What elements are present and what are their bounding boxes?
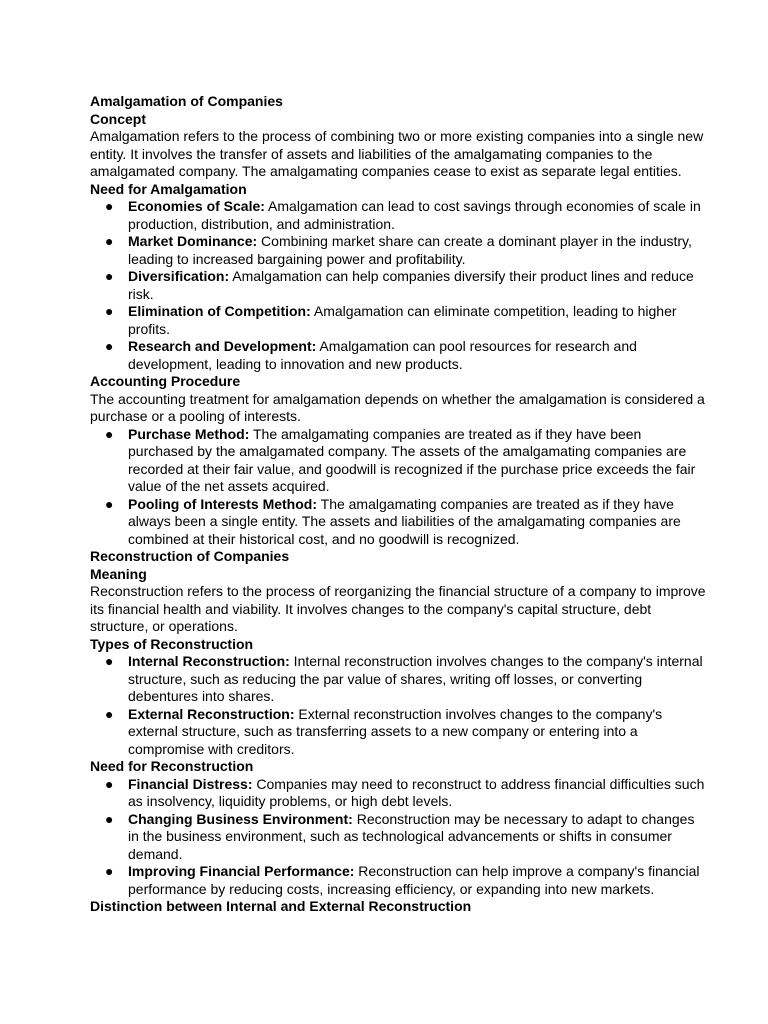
list-item-term: Economies of Scale: [128, 198, 265, 214]
paragraph: Reconstruction refers to the process of reorganizing the financial structure of a company to improve its financial health and viability. It involves changes to the company's capital structure, debt structure, or operations. [90, 583, 706, 634]
list-item-term: Improving Financial Performance: [128, 863, 355, 879]
list-item-text: Amalgamation can eliminate competition, leading to higher profits. [128, 303, 677, 337]
list-item-financial-distress [105, 775, 708, 811]
bullet-icon: ● [105, 495, 114, 512]
list-item-term: Diversification: [128, 268, 230, 284]
list-item-text: Amalgamation can lead to cost savings through economies of scale in production, distribution, and administration. [128, 198, 701, 232]
section-heading-types-of-reconstruction: Types of Reconstruction [90, 635, 254, 652]
list-item-text: Amalgamation can pool resources for research and development, leading to innovation and new products. [128, 338, 637, 372]
list-item-diversification [105, 268, 708, 303]
list-item-text: Internal reconstruction involves changes to the company's internal structure, such as reducing the par value of shares, writing off losses, or converting debentures into shares. [128, 653, 703, 704]
bullet-icon: ● [105, 268, 114, 284]
list-item-term: Pooling of Interests Method: [128, 495, 317, 512]
bullet-icon: ● [105, 705, 114, 722]
list-item-internal-reconstruction [105, 653, 708, 706]
list-item-term: Research and Development: [128, 338, 317, 354]
list-item-purchase-method [105, 425, 708, 496]
section-heading-concept: Concept [90, 110, 146, 127]
list-item-pooling-of-interests-method [105, 495, 708, 549]
list-item-term: External Reconstruction: [128, 705, 295, 722]
bullet-icon: ● [105, 198, 114, 214]
bullet-list [90, 653, 708, 758]
list-item-term: Financial Distress: [128, 775, 253, 792]
paragraph: The accounting treatment for amalgamation depends on whether the amalgamation is considered a purchase or a pooling of interests. [90, 390, 705, 424]
list-item-text: Amalgamation can help companies diversify their product lines and reduce risk. [128, 268, 694, 302]
list-item-economies-of-scale [105, 198, 708, 233]
list-item-text: Reconstruction may be necessary to adapt to changes in the business environment, such as technological advancements or shifts in consumer demand. [128, 810, 695, 862]
list-item-research-and-development [105, 338, 708, 373]
list-item-changing-business-environment [105, 810, 708, 864]
list-item-text: Reconstruction can help improve a company's financial performance by reducing costs, increasing efficiency, or expanding into new markets. [128, 863, 700, 897]
list-item-market-dominance [105, 233, 708, 268]
list-item-text: Combining market share can create a dominant player in the industry, leading to increased bargaining power and profitability. [128, 233, 692, 267]
bullet-list [90, 776, 708, 899]
list-item-text: The amalgamating companies are treated as if they have always been a single entity. The assets and liabilities of the amalgamating companies are combined at their historical cost, and no goodwill is recognized. [128, 495, 681, 547]
list-item-external-reconstruction [105, 705, 708, 759]
bullet-icon: ● [105, 863, 114, 879]
section-heading-accounting-procedure: Accounting Procedure [90, 373, 241, 389]
bullet-icon: ● [105, 233, 114, 249]
section-heading-need-for-reconstruction: Need for Reconstruction [90, 758, 254, 774]
list-item-term: Internal Reconstruction: [128, 653, 290, 669]
paragraph: Amalgamation refers to the process of combining two or more existing companies into a single new entity. It involves the transfer of assets and liabilities of the amalgamating companies to the amalgamated company. The amalgamating companies cease to exist as separate legal entities. [90, 128, 704, 179]
bullet-icon: ● [105, 425, 114, 442]
list-item-text: Companies may need to reconstruct to address financial difficulties such as insolvency, liquidity problems, or high debt levels. [128, 775, 705, 809]
list-item-text: External reconstruction involves changes to the company's external structure, such as transferring assets to a new company or entering into a compromise with creditors. [128, 705, 663, 757]
list-item-term: Purchase Method: [128, 425, 250, 442]
section-heading-reconstruction-of-companies: Reconstruction of Companies [90, 548, 290, 564]
bullet-list [90, 198, 708, 373]
bullet-icon: ● [105, 653, 114, 669]
list-item-improving-financial-performance [105, 863, 708, 898]
list-item-text: The amalgamating companies are treated as if they have been purchased by the amalgamated company. The assets of the amalgamating companies are recorded at their fair value, and goodwill is recognized if the purchase price exceeds the fair value of the net assets acquired. [128, 425, 696, 494]
section-heading-meaning: Meaning [90, 565, 147, 582]
list-item-elimination-of-competition [105, 303, 708, 338]
list-item-term: Elimination of Competition: [128, 303, 311, 319]
bullet-icon: ● [105, 303, 114, 319]
bullet-icon: ● [105, 775, 114, 792]
section-heading-distinction-between-internal-and-external-reconstruction: Distinction between Internal and External Reconstruction [90, 898, 472, 914]
bullet-icon: ● [105, 810, 114, 827]
bullet-icon: ● [105, 338, 114, 354]
list-item-term: Changing Business Environment: [128, 810, 353, 827]
section-heading-need-for-amalgamation: Need for Amalgamation [90, 180, 247, 197]
bullet-list [90, 426, 708, 549]
list-item-term: Market Dominance: [128, 233, 258, 249]
section-heading-amalgamation-of-companies: Amalgamation of Companies [90, 93, 283, 109]
